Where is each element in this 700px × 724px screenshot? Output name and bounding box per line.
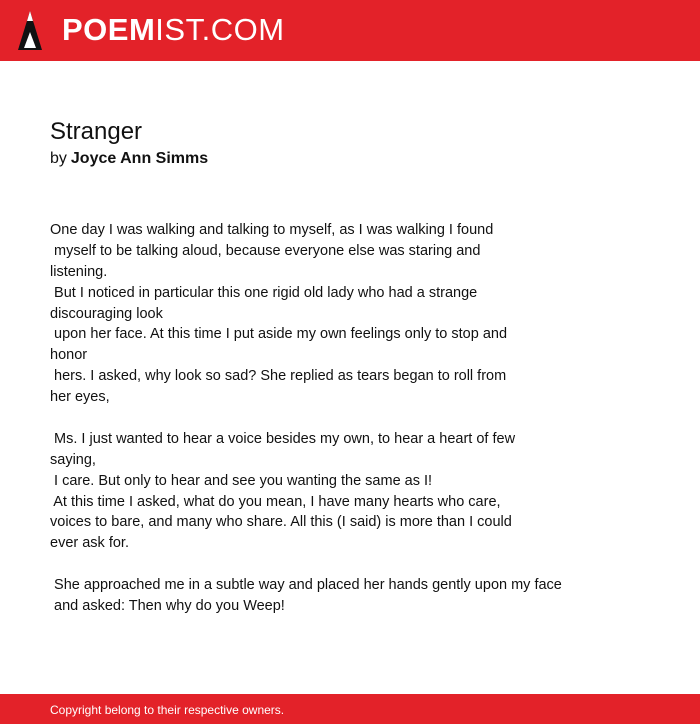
poem-title: Stranger: [50, 118, 143, 145]
poem-line: I care. But only to hear and see you wanting the same as I!: [50, 472, 433, 489]
poem-line: upon her face. At this time I put aside my own feelings only to stop and: [50, 326, 508, 343]
author-name: Joyce Ann Simms: [70, 150, 209, 167]
poem-line: [50, 554, 650, 575]
poem-body: [50, 220, 650, 617]
poem-line: [50, 408, 650, 429]
poem-line: One day I was walking and talking to myself, as I was walking I found: [50, 222, 494, 238]
site-logo[interactable]: [62, 12, 285, 48]
poem-line: honor: [50, 347, 88, 364]
byline-prefix: by: [50, 150, 67, 167]
poem-line: Ms. I just wanted to hear a voice besides my own, to hear a heart of few: [50, 430, 516, 447]
pencil-icon: [17, 10, 43, 52]
poem-line: She approached me in a subtle way and placed her hands gently upon my face: [50, 577, 562, 594]
logo-light-text: IST.COM: [155, 12, 285, 47]
site-header: [0, 0, 700, 61]
logo-bold-text: POEM: [62, 12, 156, 47]
poem-line: discouraging look: [50, 305, 163, 322]
poem-line: listening.: [50, 263, 108, 280]
byline: [50, 149, 208, 169]
poem-line: her eyes,: [50, 389, 110, 406]
poem-line: hers. I asked, why look so sad? She replied as tears began to roll from: [50, 368, 507, 385]
copyright-text: Copyright belong to their respective owners.: [50, 703, 285, 717]
poem-line: myself to be talking aloud, because everyone else was staring and: [50, 242, 481, 259]
poem-line: and asked: Then why do you Weep!: [50, 598, 285, 615]
poem-line: ever ask for.: [50, 535, 129, 552]
site-footer: [0, 694, 700, 724]
poem-line: saying,: [50, 451, 96, 468]
poem-line: At this time I asked, what do you mean, I have many hearts who care,: [50, 493, 501, 510]
poem-line: voices to bare, and many who share. All this (I said) is more than I could: [50, 514, 512, 531]
poem-line: But I noticed in particular this one rigid old lady who had a strange: [50, 284, 478, 301]
